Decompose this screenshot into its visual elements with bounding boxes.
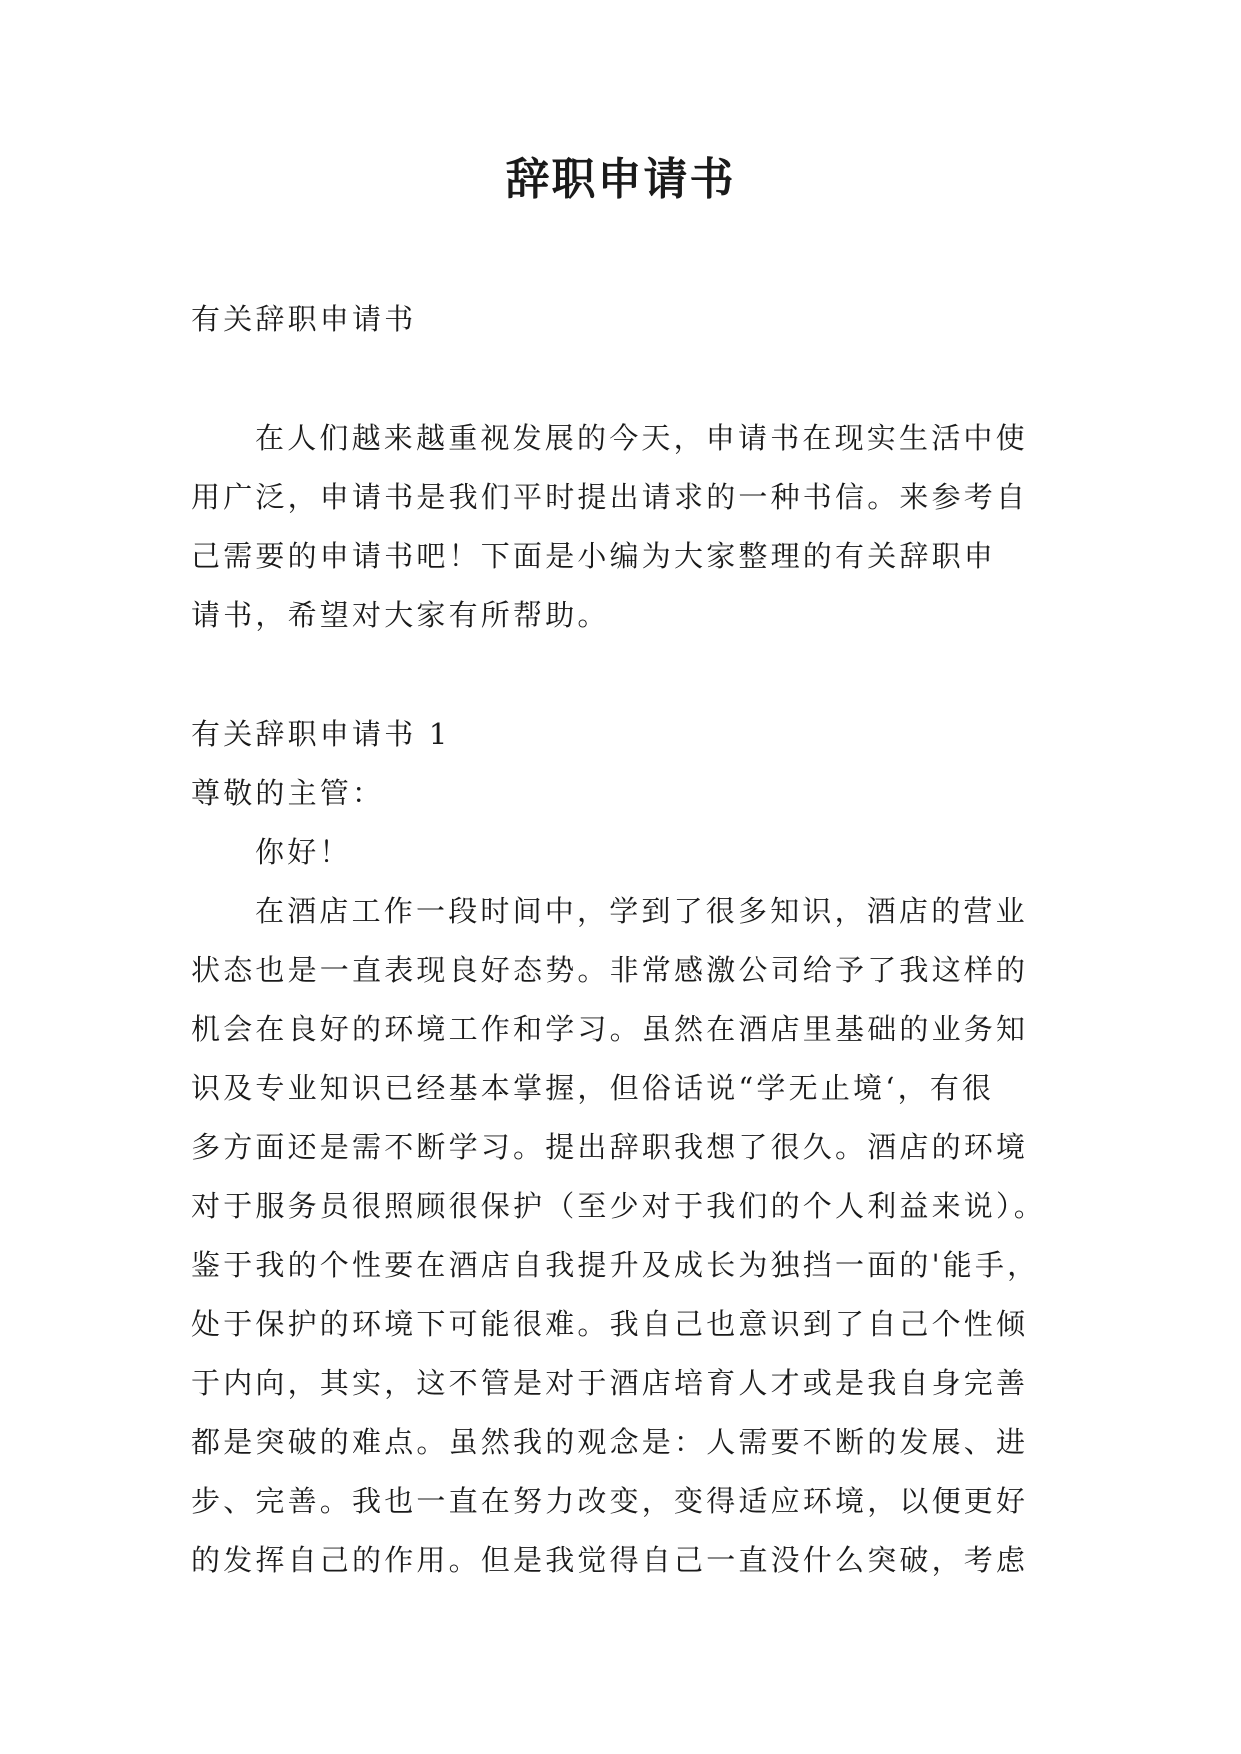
salutation: 尊敬的主管： <box>191 776 385 810</box>
intro-line: 请书，希望对大家有所帮助。 <box>191 598 610 632</box>
intro-line: 在人们越来越重视发展的今天，申请书在现实生活中使 <box>255 421 1028 455</box>
body-line: 鉴于我的个性要在酒店自我提升及成长为独挡一面的'能手， <box>191 1248 1040 1282</box>
body-line: 机会在良好的环境工作和学习。虽然在酒店里基础的业务知 <box>191 1012 1029 1046</box>
body-line: 于内向，其实，这不管是对于酒店培育人才或是我自身完善 <box>191 1366 1029 1400</box>
body-line: 在酒店工作一段时间中，学到了很多知识，酒店的营业 <box>255 894 1028 928</box>
body-line: 步、完善。我也一直在努力改变，变得适应环境，以便更好 <box>191 1484 1029 1518</box>
body-line: 处于保护的环境下可能很难。我自己也意识到了自己个性倾 <box>191 1307 1029 1341</box>
spacer <box>191 645 1061 705</box>
body-line: 多方面还是需不断学习。提出辞职我想了很久。酒店的环境 <box>191 1130 1029 1164</box>
intro-line: 己需要的申请书吧！下面是小编为大家整理的有关辞职申 <box>191 539 997 573</box>
body-line: 都是突破的难点。虽然我的观念是：人需要不断的发展、进 <box>191 1425 1029 1459</box>
body-line: 对于服务员很照顾很保护（至少对于我们的个人利益来说）。 <box>191 1189 1046 1223</box>
document-body <box>191 290 1061 1590</box>
intro-paragraph <box>191 409 1061 645</box>
body-paragraph <box>191 882 1061 1590</box>
greeting: 你好！ <box>255 835 352 869</box>
intro-line: 用广泛，申请书是我们平时提出请求的一种书信。来参考自 <box>191 480 1029 514</box>
document-title: 辞职申请书 <box>505 154 736 205</box>
body-line: 状态也是一直表现良好态势。非常感激公司给予了我这样的 <box>191 953 1029 987</box>
body-line: 的发挥自己的作用。但是我觉得自己一直没什么突破，考虑 <box>191 1543 1029 1577</box>
spacer <box>191 349 1061 409</box>
section-heading: 有关辞职申请书 1 <box>191 717 451 751</box>
document-subtitle: 有关辞职申请书 <box>191 302 417 336</box>
body-line: 识及专业知识已经基本掌握，但俗话说“学无止境‘，有很 <box>191 1071 995 1105</box>
